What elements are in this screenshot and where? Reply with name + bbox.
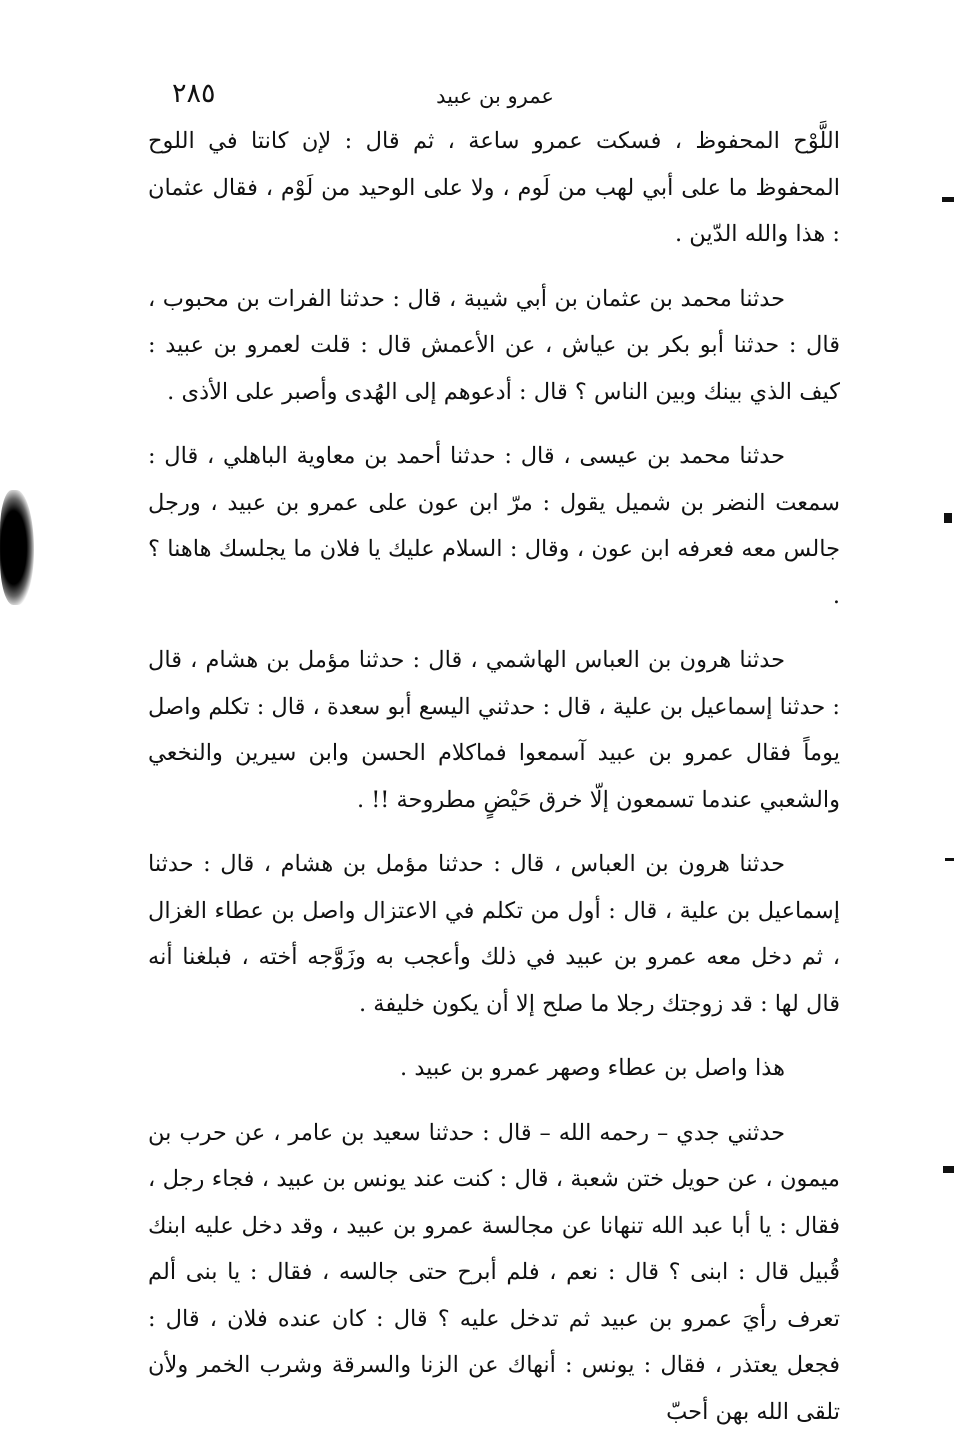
edge-mark: [945, 858, 954, 861]
ink-blot: [0, 490, 34, 605]
paragraph-3: حدثنا محمد بن عيسى ، قال : حدثنا أحمد بن معاوية الباهلي ، قال : سمعت النضر بن شميل يقول : مرّ ابن عون على عمرو بن عبيد ، ورجل جالس معه فعرفه ابن عون ، وقال : السلام عليك يا فلان ما يجلسك هاهنا ؟ .: [148, 443, 840, 609]
edge-mark: [942, 197, 954, 202]
paragraph-2: حدثنا محمد بن عثمان بن أبي شيبة ، قال : حدثنا الفرات بن محبوب ، قال : حدثنا أبو بكر بن عياش ، عن الأعمش قال : قلت لعمرو بن عبيد : كيف الذي بينك وبين الناس ؟ قال : أدعوهم إلى الهُدى وأصبر على الأذى .: [148, 285, 840, 405]
paragraph-1: اللَّوْح المحفوظ ، فسكت عمرو ساعة ، ثم قال : لإن كانتا في اللوح المحفوظ ما على أبي لهب من لَوم ، ولا على الوحيد من لَوْم ، فقال عثمان : هذا والله الدّين .: [148, 128, 840, 247]
paragraph-7: حدثني جدي – رحمه الله – قال : حدثنا سعيد بن عامر ، عن حرب بن ميمون ، عن حويل ختن شعبة ، قال : كنت عند يونس بن عبيد ، فجاء رجل ، فقال : يا أبا عبد الله تنهانا عن مجالسة عمرو بن عبيد ، وقد دخل عليه ابنك قُبيل قال : ابنى ؟ قال : نعم ، فلم أبرح حتى جالسه ، فقال : يا بنى ألم تعرف رأيَ عمرو بن عبيد ثم تدخل عليه ؟ قال : كان عنده فلان ، قال : فجعل يعتذر ، فقال : يونس : أنهاك عن الزنا والسرقة وشرب الخمر ولأن تلقى الله بهن أحبّ: [148, 1119, 840, 1425]
edge-mark: [944, 513, 952, 523]
paragraph-6: هذا واصل بن عطاء وصهر عمرو بن عبيد .: [400, 1055, 785, 1081]
running-title: عمرو بن عبيد: [436, 84, 554, 108]
page-body: [148, 118, 840, 1453]
page-header: [150, 78, 840, 118]
paragraph-5: حدثنا هرون بن العباس ، قال : حدثنا مؤمل بن هشام ، قال : حدثنا إسماعيل بن علية ، قال : أول من تكلم في الاعتزال واصل بن عطاء الغزال ، ثم دخل معه عمرو بن عبيد في ذلك وأعجب به وزَوَّجه أخته ، فبلغنا أنه قال لها : قد زوجتك رجلا ما صلح إلا أن يكون خليفة .: [148, 851, 840, 1017]
page-number: ٢٨٥: [172, 78, 216, 109]
edge-mark: [943, 1166, 954, 1173]
paragraph-4: حدثنا هرون بن العباس الهاشمي ، قال : حدثنا مؤمل بن هشام ، قال : حدثنا إسماعيل بن علية ، قال : حدثني اليسع أبو سعدة ، قال : تكلم واصل يوماً فقال عمرو بن عبيد آسمعوا فماكلام الحسن وابن سيرين والنخعي والشعبي عندما تسمعون إلّا خرق حَيْضٍ مطروحة !! .: [148, 647, 840, 813]
